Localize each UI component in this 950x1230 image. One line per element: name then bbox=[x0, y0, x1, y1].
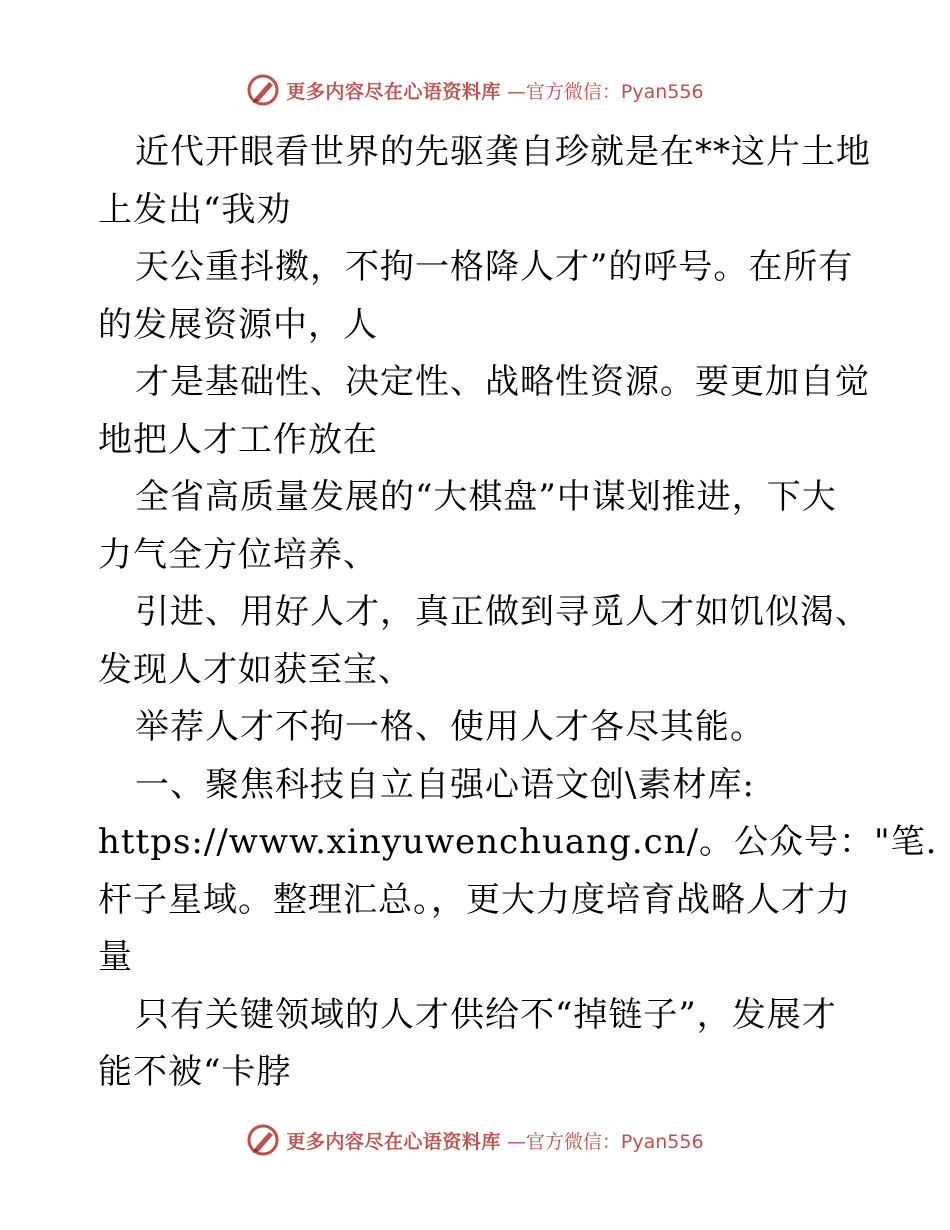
watermark-header bbox=[0, 70, 950, 110]
watermark-footer bbox=[0, 1120, 950, 1160]
text-line: 地把人才工作放在 bbox=[98, 419, 378, 460]
text-line: 发现人才如获至宝、 bbox=[98, 649, 413, 690]
text-line: 上发出“我劝 bbox=[98, 189, 292, 230]
text-line: 才是基础性、决定性、战略性资源。要更加自觉 bbox=[135, 362, 870, 402]
text-line: 近代开眼看世界的先驱龚自珍就是在**这片土地 bbox=[135, 132, 871, 172]
text-line: 天公重抖擞，不拘一格降人才”的呼号。在所有 bbox=[135, 247, 854, 287]
text-line: 全省高质量发展的“大棋盘”中谋划推进，下大 bbox=[135, 477, 837, 517]
section-heading: 一、聚焦科技自立自强心语文创\素材库: bbox=[135, 764, 755, 805]
watermark-account: —官方微信：Pyan556 bbox=[506, 80, 704, 103]
text-line: 引进、用好人才，真正做到寻觅人才如饥似渴、 bbox=[135, 592, 870, 632]
text-line: 只有关键领域的人才供给不“掉链子”，发展才 bbox=[135, 994, 837, 1035]
url-line: https://www.xinyuwenchuang.cn/。公众号："笔. bbox=[98, 822, 938, 862]
text-line: 举荐人才不拘一格、使用人才各尽其能。 bbox=[135, 707, 765, 747]
text-line: 杆子星域。整理汇总。，更大力度培育战略人才力 bbox=[98, 879, 851, 920]
pen-logo-icon bbox=[246, 73, 280, 107]
watermark-title: 更多内容尽在心语资料库 bbox=[286, 1130, 501, 1153]
pen-logo-icon bbox=[246, 1123, 280, 1157]
watermark-title: 更多内容尽在心语资料库 bbox=[286, 80, 501, 103]
text-line: 力气全方位培养、 bbox=[98, 534, 378, 575]
text-line: 能不被“卡脖 bbox=[98, 1052, 292, 1092]
watermark-account: —官方微信：Pyan556 bbox=[506, 1130, 704, 1153]
text-line: 的发展资源中，人 bbox=[98, 304, 378, 345]
text-line: 量 bbox=[98, 937, 133, 977]
document-body bbox=[98, 124, 938, 1102]
